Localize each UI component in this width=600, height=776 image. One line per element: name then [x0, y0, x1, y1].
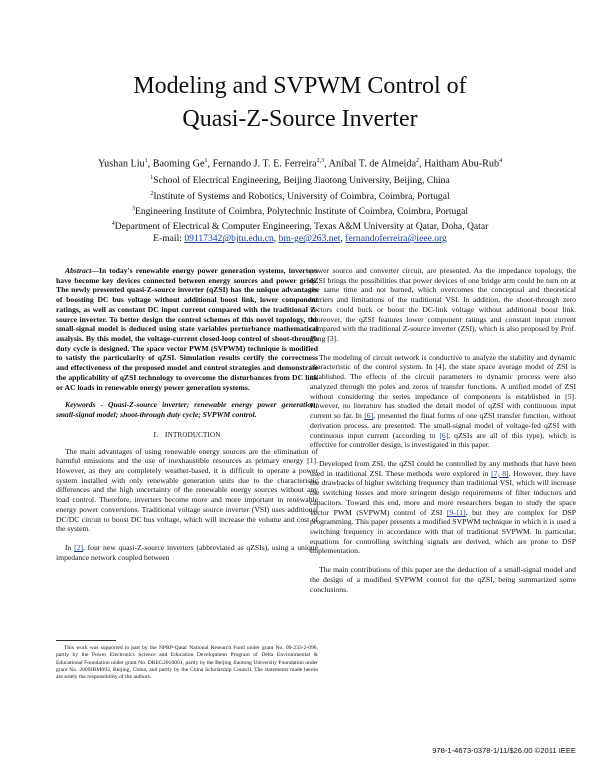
- abstract: [56, 266, 318, 392]
- keywords: [56, 400, 318, 419]
- keywords-text: Quasi-Z-source inverter; renewable energy power generation; small-signal model; shoot-through duty cycle; SVPWM control.: [56, 400, 318, 420]
- affiliation-2: [0, 188, 600, 203]
- section-title-rest: NTRODUCTION: [167, 430, 221, 439]
- author-5: Haitham Abu-Rub: [424, 158, 500, 170]
- author-1: Yushan Liu: [97, 158, 145, 170]
- right-column: [310, 266, 576, 603]
- affiliation-3-sup: 3: [131, 205, 135, 212]
- affiliation-1-text: School of Electrical Engineering, Beijing Jiaotong University, Beijing, China: [153, 175, 450, 187]
- funding-footnote: This work was supported in part by the NPRP-Qatar National Research Fund under grant No. 09-233-2-096, partly by the Power Electronics Science and Education Development Program of Delta Environmental & Educational Foundation under grant No. DREG2010001, partly by the Beijing Jiaotong University Foundation under grant No. 2009JBM093, Beijing, China, and partly by the China Scholarship Council. The statements made herein are solely the responsibility of the authors.: [56, 645, 318, 681]
- section-heading-introduction: [56, 430, 318, 441]
- affiliation-4: [0, 218, 600, 233]
- keywords-label: Keywords -: [65, 400, 108, 410]
- abstract-label: Abstract: [65, 266, 92, 275]
- affiliation-1-sup: 1: [150, 175, 154, 182]
- email-link-2[interactable]: bm-ge@263.net: [278, 233, 341, 245]
- email-link-3[interactable]: fernandoferreira@ieee.org: [345, 233, 447, 245]
- left-column: [56, 266, 318, 571]
- title-line-1: Modeling and SVPWM Control of: [133, 73, 467, 99]
- citation-link[interactable]: [6]: [364, 411, 374, 421]
- affiliation-3: [0, 203, 600, 218]
- title-line-2: Quasi-Z-Source Inverter: [182, 106, 418, 132]
- right-p3-b: . However, they have the drawbacks of higher switching frequency than traditional VSI, which will increase the switching losses and more stringent design requirements of filter inductors and capacitors. Toward this end, more and more researchers began to study the space vector PWM (SVPWM) control of ZSI: [310, 468, 576, 517]
- right-paragraph-4: The main contributions of this paper are the deduction of a small-signal model and the design of a modified SVPWM control for the qZSI, being summarized some conclusions.: [310, 565, 576, 594]
- email-label: E-mail:: [153, 233, 185, 245]
- affiliation-1: [0, 172, 600, 187]
- email-line: E-mail: 09117342@bjtu.edu.cn, bm-ge@263.net, fernandoferreira@ieee.org: [153, 233, 447, 245]
- citation-link[interactable]: [7, 8]: [491, 468, 509, 478]
- section-number: I.: [153, 429, 159, 439]
- affiliation-4-text: Department of Electrical & Computer Engineering, Texas A&M University at Qatar, Doha, Qatar: [114, 221, 489, 233]
- intro-p2-end: , four new quasi-Z-source inverters (abbreviated as qZSIs), using a unique impedance network coupled between: [56, 542, 318, 562]
- right-p2-b: , presented the final forms of one qZSI transfer function, without derivation process, are presented. The small-signal model of voltage-fed qZSI with continuous input current (according to: [310, 411, 576, 440]
- affiliation-2-sup: 2: [150, 190, 154, 197]
- right-p3-a: Developed from ZSI, the qZSI could be controlled by any methods that have been used in traditional ZSI. These methods were explored in: [310, 458, 576, 478]
- intro-paragraph-1: The main advantages of using renewable energy sources are the elimination of harmful emissions and the use of inexhaustible resources as primary energy [1]. However, as they are completely weather-based, it is difficult to operate a power system installed with only renewable generation units due to the characteristic differences and the high uncertainty of the renewable energy sources without any load control. Therefore, inverters become more and more important in renewable energy power conversions. Traditional voltage source inverter (VSI) uses additional DC/DC circuit to boost DC bus voltage, which will increase the volume and cost of the system.: [56, 446, 318, 534]
- right-paragraph-3: [310, 459, 576, 556]
- author-5-sup: 4: [499, 158, 503, 164]
- section-title-initial: I: [164, 429, 168, 439]
- author-3-sup: 2,3: [316, 158, 325, 164]
- intro-p2-start: In: [65, 542, 75, 552]
- author-4-sup: 2: [415, 158, 419, 164]
- right-p2-a: The modeling of circuit network is conductive to analyze the stability and dynamic characteristic of the control system. In [4], the state space average model of ZSI is established. The effects of the circuit parameters to dynamic process were also analyzed through the poles and zeros of transfer functions. A unified model of ZSI without considering the series impedance of components is established in [5]. However, no literature has studied the detail model of qZSI with continuous input current so far. In: [310, 352, 576, 421]
- author-3: Fernando J. T. E. Ferreira: [212, 158, 317, 170]
- citation-link[interactable]: [9-11]: [446, 507, 466, 517]
- footnote-divider: [56, 640, 116, 641]
- author-4: Aníbal T. de Almeida: [328, 158, 416, 170]
- author-2: Baoming Ge: [152, 158, 205, 170]
- right-p3-c: , but they are complex for DSP programming. This paper presents a modified SVPWM technique in which it is used a switching frequency in accordance with that of traditional SVPWM. In particular, equations for controlling switching signals are derived, which are prone to DSP implementation.: [310, 507, 576, 556]
- paper-title: [0, 70, 600, 136]
- affiliation-2-text: Institute of Systems and Robotics, University of Coimbra, Coimbra, Portugal: [153, 190, 450, 202]
- abstract-text: —In today's renewable energy power generation systems, inverters have become key devices connected between energy sources and power grids. The newly presented quasi-Z-source inverter (qZSI) has the unique advantages of boosting DC bus voltage without additional boost link, lower component ratings, as well as constant DC input current compared with the traditional Z-source inverter. To better design the control schemes of this novel topology, the small-signal model is deduced using state variables perturbance mathematical analysis. By this model, the voltage-current closed-loop control of shoot-through duty cycle is designed. The space vector PWM (SVPWM) technique is modified to satisfy the particularity of qZSI. Simulation results certify the correctness and effectiveness of the proposed model and control strategies and demonstrate the applicability of qZSI technology to overcome the disturbances from DC link or AC loads in renewable energy power generation systems.: [56, 266, 318, 392]
- author-1-sup: 1: [144, 158, 148, 164]
- affiliation-4-sup: 4: [111, 220, 115, 227]
- author-block: [0, 154, 600, 245]
- citation-link[interactable]: [2]: [74, 542, 83, 552]
- affiliation-3-text: Engineering Institute of Coimbra, Polytechnic Institute of Coimbra, Coimbra, Portugal: [134, 205, 469, 217]
- right-p2-c: , qZSIs are all of this type), which is effective for controller design, is investigated in this paper.: [310, 430, 576, 450]
- right-paragraph-1: power source and converter circuit, are presented. As the impedance topology, the qZSI brings the possibilities that power devices of one bridge arm could be turn on at the same time and not burned, which overcomes the conceptual and theoretical barriers and limitations of the traditional VSI. In addition, the shoot-through zero vectors could buck or boost the DC-link voltage without additional boost link. Moreover, the qZSI features lower component ratings and constant input current compared with the traditional Z-source inverter (ZSI), which is also proposed by Prof. Peng [3].: [310, 266, 576, 344]
- copyright-notice: 978-1-4673-0378-1/11/$26.00 ©2011 IEEE: [432, 746, 576, 755]
- author-names: Yushan Liu$^1$, Baoming Ge$^1$, Fernando J. T. E. Ferreira$^{2,3}$, Aníbal T. de Almeida$^2$, Haitham Abu-Rub$^4$: [97, 158, 503, 170]
- intro-paragraph-2: [56, 543, 318, 562]
- right-paragraph-2: [310, 353, 576, 450]
- citation-link[interactable]: [6]: [439, 430, 449, 440]
- email-link-1[interactable]: 09117342@bjtu.edu.cn: [184, 233, 274, 245]
- author-2-sup: 1: [204, 158, 208, 164]
